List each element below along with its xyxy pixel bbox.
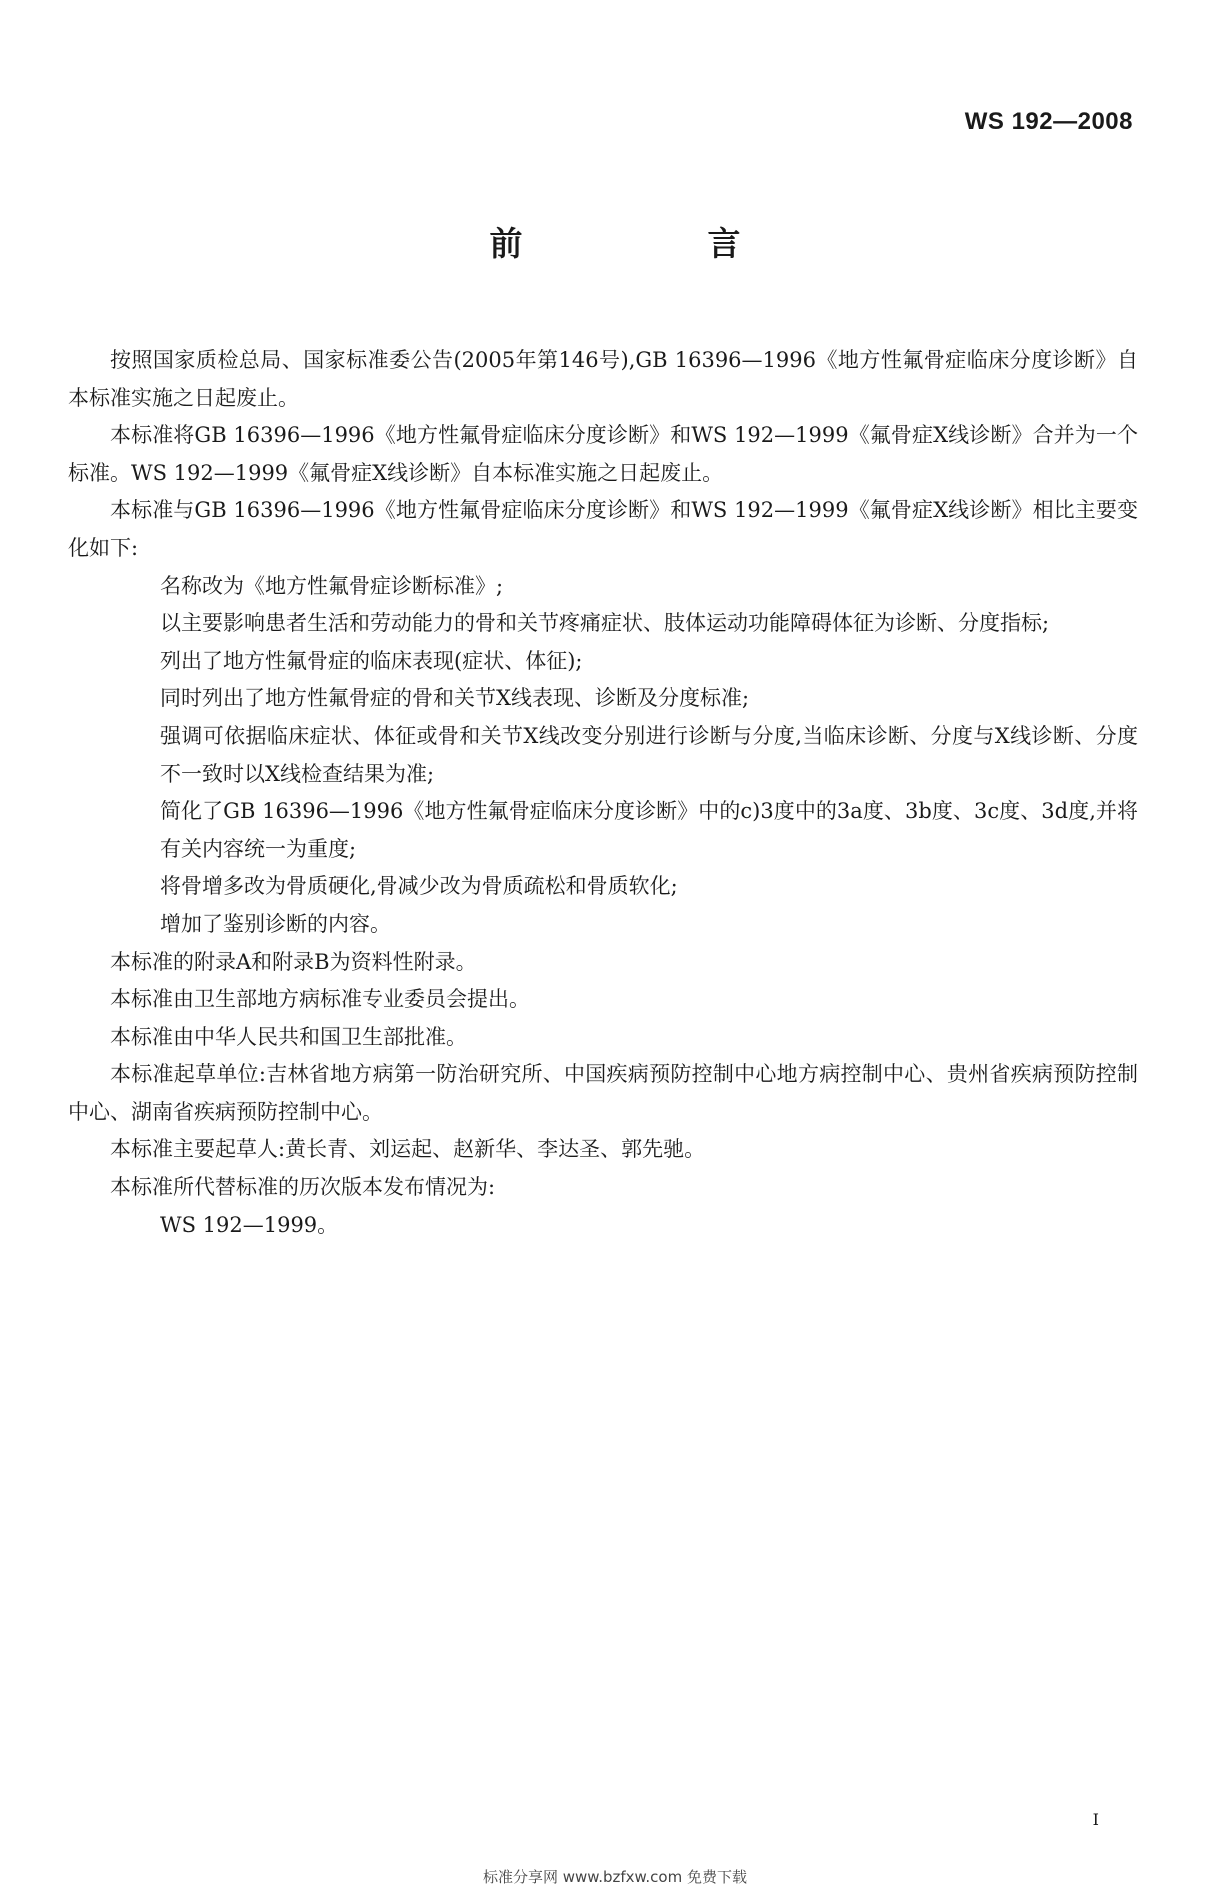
change-item: 列出了地方性氟骨症的临床表现(症状、体征); xyxy=(160,648,583,673)
change-item: 简化了GB 16396—1996《地方性氟骨症临床分度诊断》中的c)3度中的3a度、3b度、3c度、3d度,并将有关内容统一为重度; xyxy=(160,799,1138,861)
note: 本标准起草单位:吉林省地方病第一防治研究所、中国疾病预防控制中心地方病控制中心、贵州省疾病预防控制中心、湖南省疾病预防控制中心。 xyxy=(68,1062,1138,1124)
paragraph: 本标准与GB 16396—1996《地方性氟骨症临床分度诊断》和WS 192—1999《氟骨症X线诊断》相比主要变化如下: xyxy=(68,498,1138,560)
change-item: 强调可依据临床症状、体征或骨和关节X线改变分别进行诊断与分度,当临床诊断、分度与X线诊断、分度不一致时以X线检查结果为准; xyxy=(160,723,1138,786)
change-item: 增加了鉴别诊断的内容。 xyxy=(160,911,391,936)
note: 本标准由卫生部地方病标准专业委员会提出。 xyxy=(110,987,530,1012)
page-number: I xyxy=(1092,1810,1099,1829)
page-title: 前 言 xyxy=(489,224,817,263)
footer-watermark: 标准分享网 www.bzfxw.com 免费下载 xyxy=(483,1868,747,1886)
note: 本标准由中华人民共和国卫生部批准。 xyxy=(110,1024,467,1049)
change-item: 同时列出了地方性氟骨症的骨和关节X线表现、诊断及分度标准; xyxy=(160,686,750,711)
previous-version: WS 192—1999。 xyxy=(160,1212,339,1237)
document-body xyxy=(68,342,1138,1244)
note: 本标准的附录A和附录B为资料性附录。 xyxy=(110,949,477,974)
change-item: 将骨增多改为骨质硬化,骨减少改为骨质疏松和骨质软化; xyxy=(160,874,678,899)
standard-code: WS 192—2008 xyxy=(964,108,1133,135)
change-item: 名称改为《地方性氟骨症诊断标准》; xyxy=(160,573,504,598)
change-item: 以主要影响患者生活和劳动能力的骨和关节疼痛症状、肢体运动功能障碍体征为诊断、分度指标; xyxy=(160,611,1050,636)
note: 本标准所代替标准的历次版本发布情况为: xyxy=(110,1175,496,1200)
paragraph: 本标准将GB 16396—1996《地方性氟骨症临床分度诊断》和WS 192—1999《氟骨症X线诊断》合并为一个标准。WS 192—1999《氟骨症X线诊断》自本标准实施之日起废止。 xyxy=(68,423,1138,485)
paragraph: 按照国家质检总局、国家标准委公告(2005年第146号),GB 16396—1996《地方性氟骨症临床分度诊断》自本标准实施之日起废止。 xyxy=(68,348,1138,410)
note: 本标准主要起草人:黄长青、刘运起、赵新华、李达圣、郭先驰。 xyxy=(110,1137,706,1162)
